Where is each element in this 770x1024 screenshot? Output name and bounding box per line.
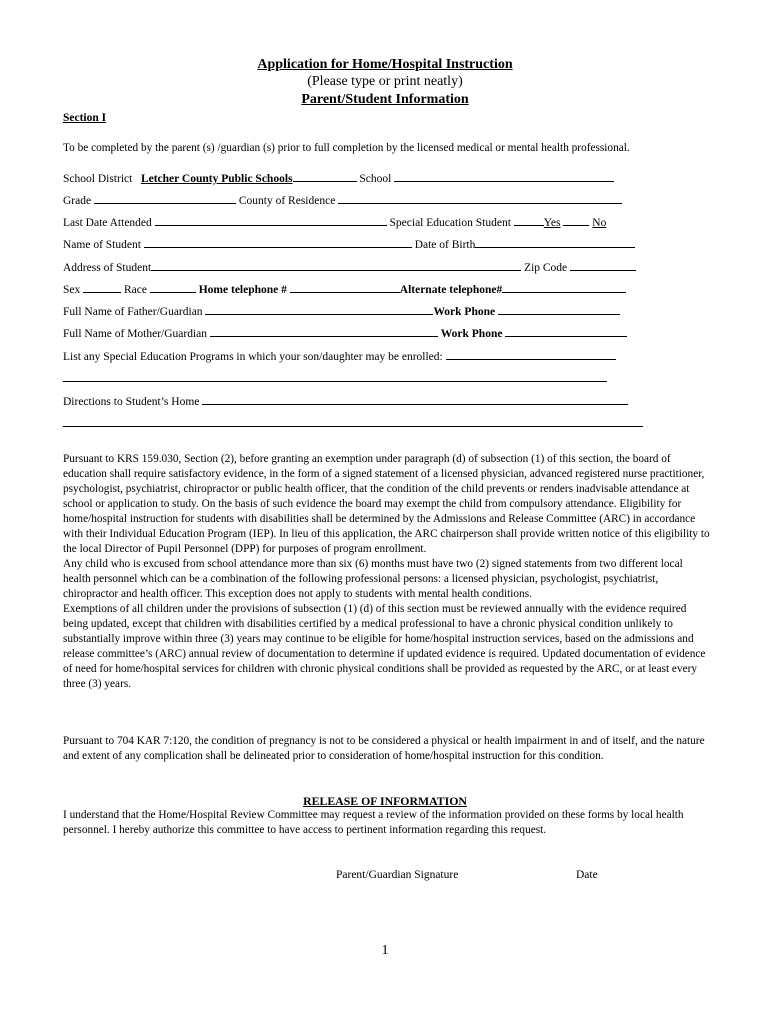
directions-continuation-field[interactable] [63, 415, 643, 427]
directions-continuation-row [63, 415, 643, 430]
programs-field[interactable] [446, 348, 616, 360]
section-instruction: To be completed by the parent (s) /guardian (s) prior to full completion by the licensed medical or mental health professional. [63, 142, 630, 154]
zip-field[interactable] [570, 259, 636, 271]
student-name-field[interactable] [144, 236, 412, 248]
sex-label: Sex [63, 284, 81, 296]
mother-label: Full Name of Mother/Guardian [63, 328, 208, 340]
home-phone-field[interactable] [290, 281, 400, 293]
school-label: School [359, 173, 392, 185]
paragraph-pregnancy: Pursuant to 704 KAR 7:120, the condition of pregnancy is not to be considered a physical or health impairment in and of itself, and the nature and extent of any complication shall be delineated prior to consideration of home/hospital instruction for this condition. [63, 735, 705, 762]
date-label: Date [576, 869, 598, 881]
alt-phone-label: Alternate telephone# [399, 284, 503, 296]
paragraph-krs: Pursuant to KRS 159.030, Section (2), before granting an exemption under paragraph (d) of subsection (1) of this section, the board of education shall require satisfactory evidence, in the form of a signed statement of a licensed physician, advanced registered nurse practitioner, psychologist, psychiatrist, chiropractor or public health officer, that the condition of the child prevents or renders inadvisable attendance at school or application to study. On the basis of such evidence the board may exempt the child from compulsory attendance. Eligibility for home/hospital instruction for students with disabilities shall be determined by the Admissions and Release Committee (ARC) in accordance with their Individual Education Program (IEP). In lieu of this application, the ARC chairperson shall provide written notice of this eligibility to the local Director of Pupil Personnel (DPP) for purposes of program enrollment. [63, 453, 710, 555]
father-work-label: Work Phone [433, 306, 496, 318]
programs-continuation-field[interactable] [63, 370, 607, 382]
mother-work-field[interactable] [505, 325, 627, 337]
dob-label: Date of Birth [414, 239, 476, 251]
county-label: County of Residence [238, 195, 336, 207]
grade-label: Grade [63, 195, 92, 207]
directions-label: Directions to Student’s Home [63, 396, 200, 408]
county-field[interactable] [338, 192, 622, 204]
alt-phone-field[interactable] [502, 281, 626, 293]
student-name-label: Name of Student [63, 239, 141, 251]
address-row [63, 259, 636, 274]
form-title: Application for Home/Hospital Instruction [257, 57, 513, 72]
mother-row [63, 325, 627, 340]
sped-yes-blank[interactable] [514, 214, 544, 226]
school-district-blank[interactable] [293, 170, 357, 182]
sped-no-blank[interactable] [563, 214, 589, 226]
zip-label: Zip Code [524, 262, 568, 274]
release-heading: RELEASE OF INFORMATION [303, 794, 467, 808]
father-field[interactable] [205, 303, 433, 315]
sped-yes-option[interactable]: Yes [543, 217, 561, 229]
grade-field[interactable] [94, 192, 236, 204]
directions-field[interactable] [202, 393, 628, 405]
address-label: Address of Student [63, 262, 152, 274]
last-date-row [63, 214, 606, 229]
programs-continuation-row [63, 370, 607, 385]
sex-field[interactable] [83, 281, 121, 293]
grade-row [63, 192, 622, 207]
school-district-row [63, 170, 614, 185]
last-date-field[interactable] [155, 214, 387, 226]
section-label: Section I [63, 112, 107, 124]
name-row [63, 236, 635, 251]
dob-field[interactable] [475, 236, 635, 248]
father-label: Full Name of Father/Guardian [63, 306, 203, 318]
paragraph-exemptions: Exemptions of all children under the provisions of subsection (1) (d) of this section must be reviewed annually with the evidence required being updated, except that children with disabilities certified by a medical professional to have a chronic physical condition unlikely to substantially improve within three (3) years may continue to be eligible for home/hospital instruction services, based on the admissions and release committee’s (ARC) annual review of documentation to determine if updated evidence is required. Updated documentation of evidence of need for home/hospital services for children with chronic physical conditions shall be provided as requested by the ARC, or at least every three (3) years. [63, 603, 706, 690]
legal-text [63, 452, 713, 692]
father-row [63, 303, 620, 318]
paragraph-excused: Any child who is excused from school attendance more than six (6) months must have two (2) signed statements from two different local health personnel which can be a combination of the following professional persons: a licensed physician, psychologist, psychiatrist, chiropractor and health officer. This exception does not apply to students with mental health conditions. [63, 558, 683, 600]
last-date-label: Last Date Attended [63, 217, 152, 229]
address-field[interactable] [151, 259, 521, 271]
sex-race-row [63, 281, 626, 296]
sped-no-option[interactable]: No [592, 217, 607, 229]
programs-label: List any Special Education Programs in which your son/daughter may be enrolled: [63, 351, 443, 363]
release-text: I understand that the Home/Hospital Review Committee may request a review of the information provided on these forms by local health personnel. I hereby authorize this committee to have access to pertinent information regarding this request. [63, 809, 684, 836]
section-heading: Parent/Student Information [301, 92, 469, 107]
sped-label: Special Education Student [389, 217, 511, 229]
school-field[interactable] [394, 170, 614, 182]
school-district-value[interactable]: Letcher County Public Schools [140, 173, 293, 185]
mother-work-label: Work Phone [440, 328, 503, 340]
form-subtitle: (Please type or print neatly) [307, 74, 463, 89]
race-label: Race [124, 284, 147, 296]
page-number: 1 [381, 943, 389, 958]
programs-row [63, 348, 616, 363]
directions-row [63, 393, 628, 408]
signature-label: Parent/Guardian Signature [336, 869, 459, 881]
race-field[interactable] [150, 281, 196, 293]
home-phone-label: Home telephone # [198, 284, 287, 296]
father-work-field[interactable] [498, 303, 620, 315]
school-district-label: School District [63, 173, 133, 185]
mother-field[interactable] [210, 325, 438, 337]
